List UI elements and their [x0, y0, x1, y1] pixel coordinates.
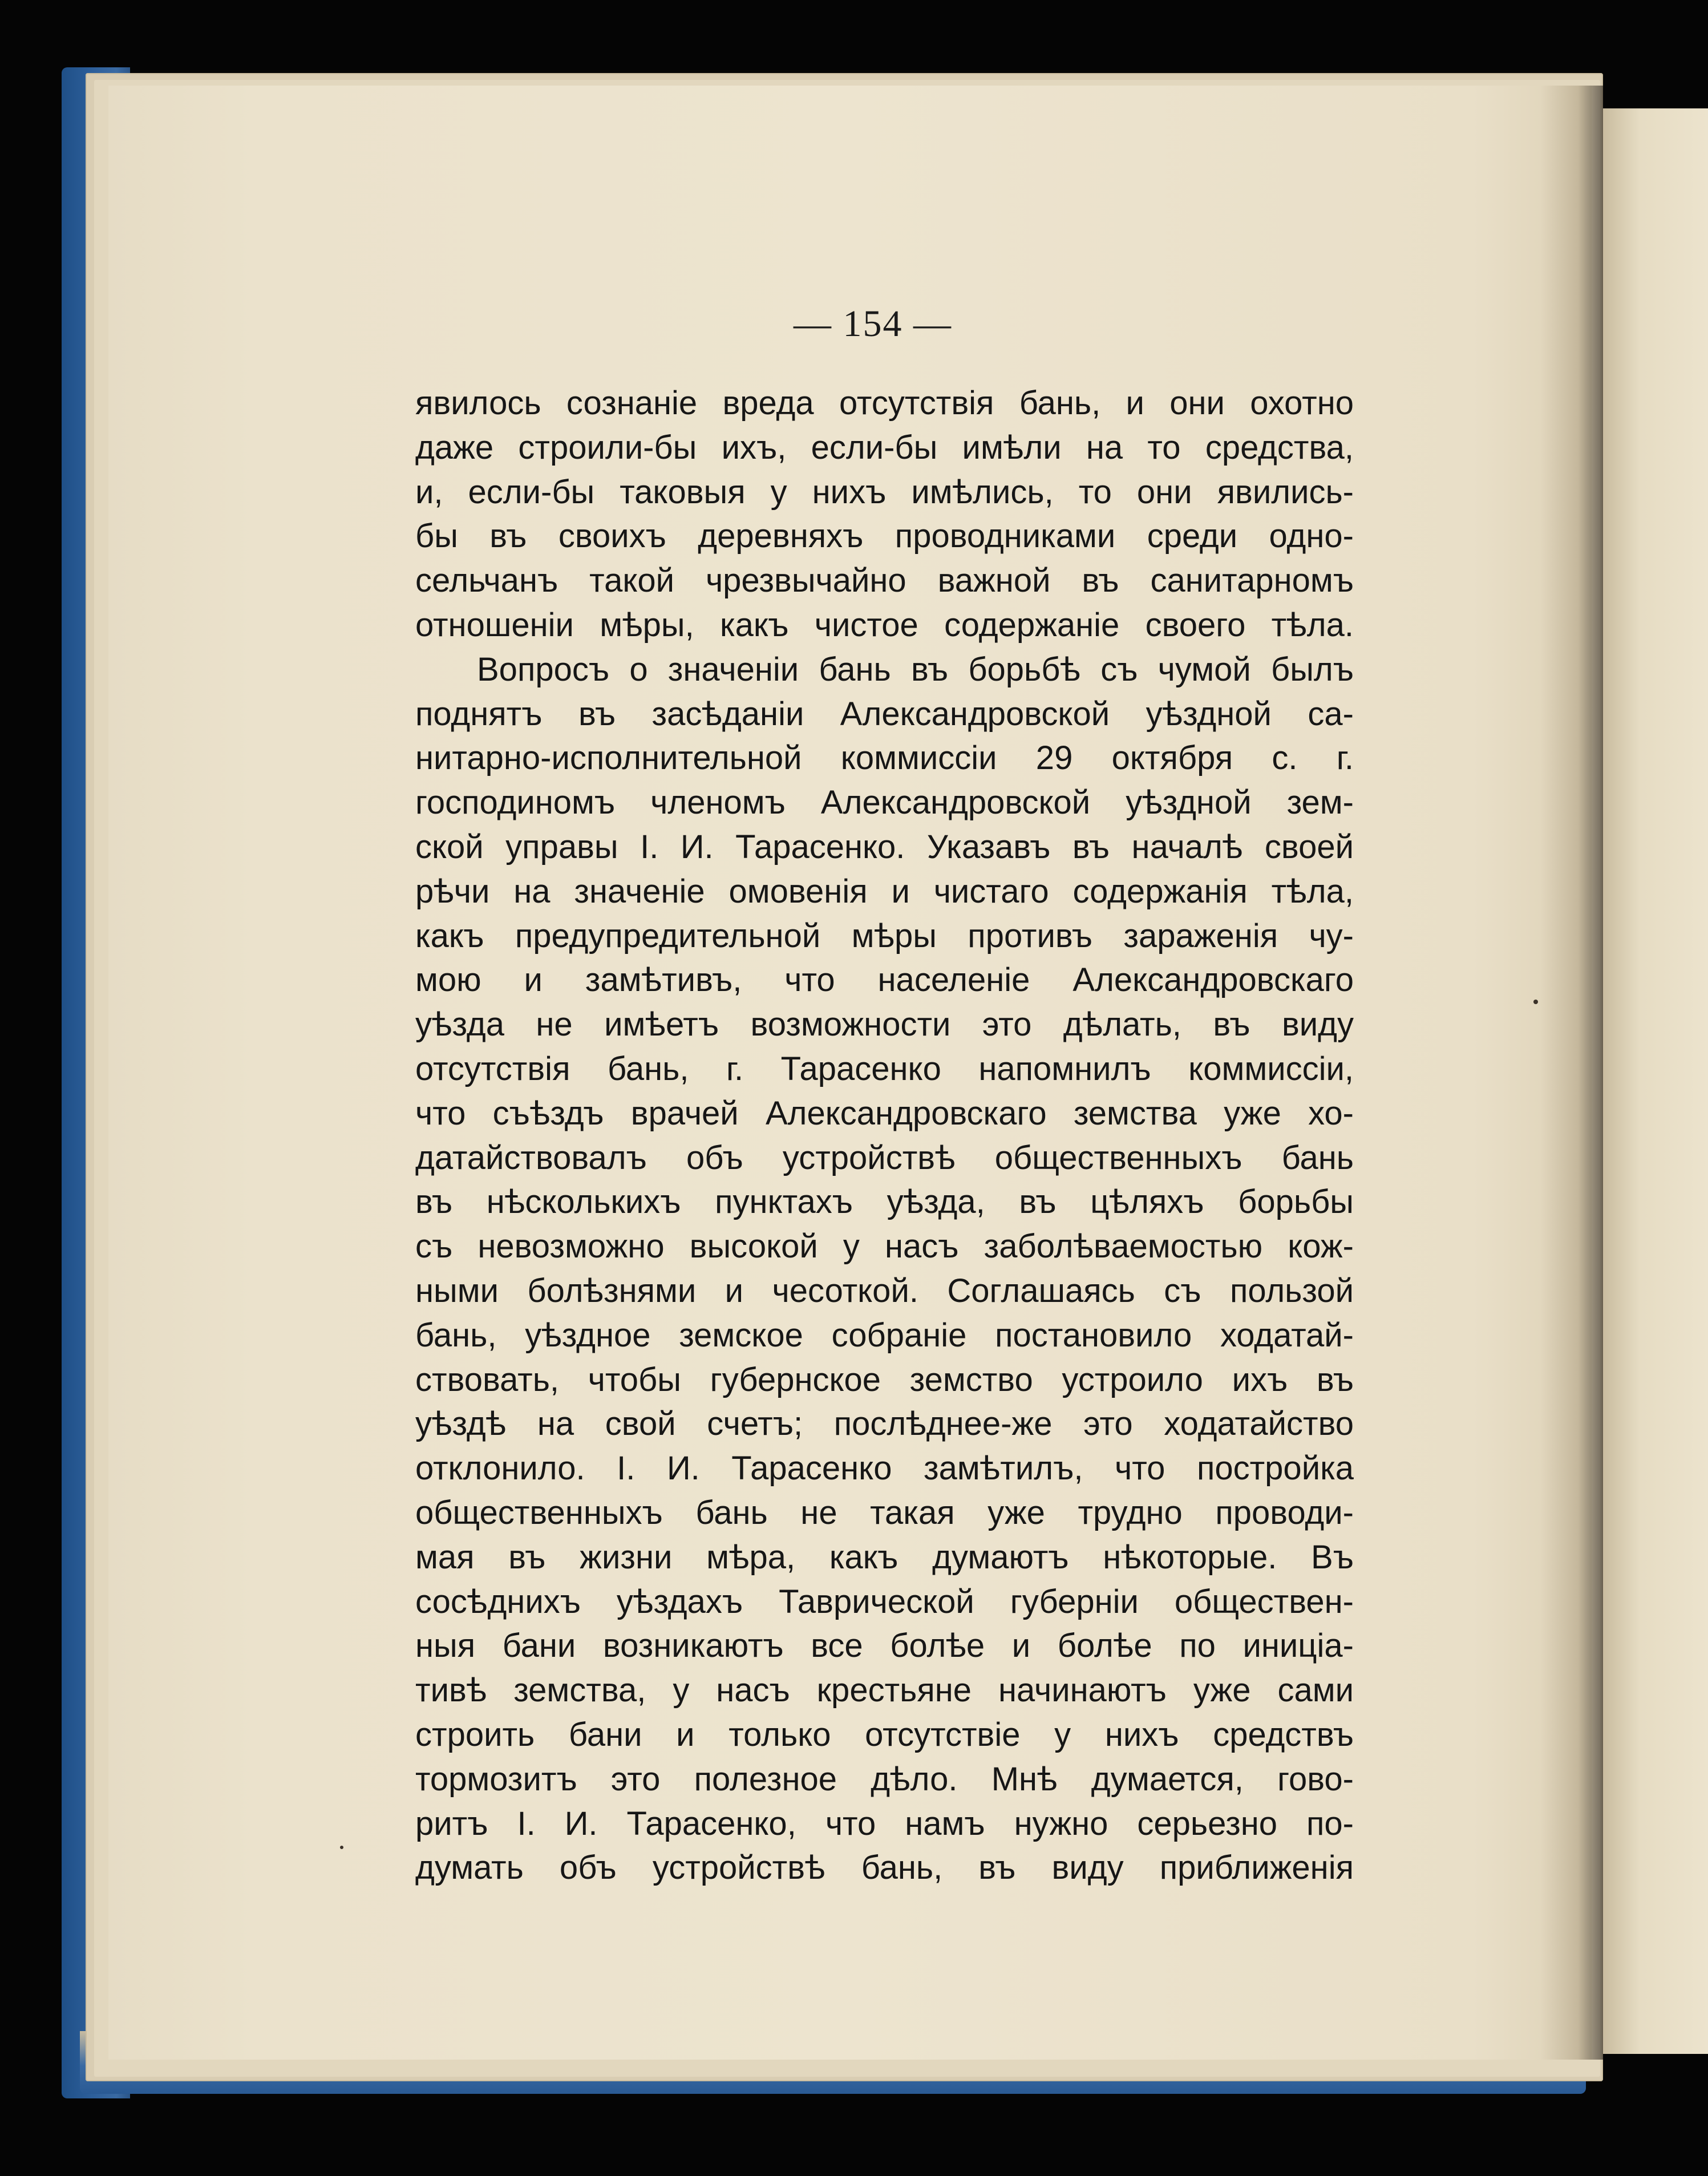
book-page-right [1603, 108, 1708, 2054]
text-line: ритъ І. И. Тарасенко, что намъ нужно серьезно по- [415, 1805, 1354, 1842]
text-line: датайствовалъ объ устройствѣ общественныхъ бань [415, 1139, 1354, 1176]
paper-speck [340, 1846, 343, 1849]
text-line: тормозитъ это полезное дѣло. Мнѣ думается, гово- [415, 1760, 1354, 1798]
text-line: господиномъ членомъ Александровской уѣздной зем- [415, 784, 1354, 822]
text-line: ствовать, чтобы губернское земство устроило ихъ въ [415, 1361, 1354, 1398]
text-line: какъ предупредительной мѣры противъ зараженія чу- [415, 917, 1354, 954]
paper-speck [1533, 1000, 1538, 1004]
text-line: и, если-бы таковыя у нихъ имѣлись, то они явились- [415, 473, 1354, 511]
text-line: Вопросъ о значеніи бань въ борьбѣ съ чумой былъ [477, 650, 1354, 688]
text-line: ныя бани возникаютъ все болѣе и болѣе по иниціа- [415, 1627, 1354, 1665]
text-line: сельчанъ такой чрезвычайно важной въ санитарномъ [415, 562, 1354, 600]
text-line: мая въ жизни мѣра, какъ думаютъ нѣкоторые. Въ [415, 1538, 1354, 1576]
text-line: поднятъ въ засѣданіи Александровской уѣздной са- [415, 695, 1354, 733]
text-line: отклонило. І. И. Тарасенко замѣтилъ, что постройка [415, 1450, 1354, 1487]
text-line: бы въ своихъ деревняхъ проводниками среди одно- [415, 517, 1354, 555]
text-line: уѣздѣ на свой счетъ; послѣднее-же это ходатайство [415, 1405, 1354, 1443]
text-line: мою и замѣтивъ, что населеніе Александровскаго [415, 961, 1354, 999]
text-line: что съѣздъ врачей Александровскаго земства уже хо- [415, 1094, 1354, 1132]
text-line: рѣчи на значеніе омовенія и чистаго содержанія тѣла, [415, 872, 1354, 910]
text-line: въ нѣсколькихъ пунктахъ уѣзда, въ цѣляхъ борьбы [415, 1183, 1354, 1221]
text-line: даже строили-бы ихъ, если-бы имѣли на то средства, [415, 428, 1354, 466]
text-line: отсутствія бань, г. Тарасенко напомнилъ коммиссіи, [415, 1050, 1354, 1087]
text-line: тивѣ земства, у насъ крестьяне начинаютъ уже сами [415, 1672, 1354, 1709]
text-line: ской управы І. И. Тарасенко. Указавъ въ началѣ своей [415, 828, 1354, 865]
text-line: нитарно-исполнительной коммиссіи 29 октября с. г. [415, 739, 1354, 777]
text-line: съ невозможно высокой у насъ заболѣваемостью кож- [415, 1228, 1354, 1265]
text-line: бань, уѣздное земское собраніе постановило ходатай- [415, 1316, 1354, 1354]
text-line: общественныхъ бань не такая уже трудно проводи- [415, 1494, 1354, 1531]
text-line: ными болѣзнями и чесоткой. Соглашаясь съ пользой [415, 1272, 1354, 1309]
page-number: — 154 — [794, 303, 952, 345]
text-line: отношеніи мѣры, какъ чистое содержаніе своего тѣла. [415, 606, 1354, 644]
text-line: уѣзда не имѣетъ возможности это дѣлать, въ виду [415, 1006, 1354, 1043]
text-line: сосѣднихъ уѣздахъ Таврической губерніи обществен- [415, 1583, 1354, 1620]
page-body-text [415, 381, 1354, 1890]
page-gutter-shadow [1540, 86, 1603, 2060]
text-line: явилось сознаніе вреда отсутствія бань, и они охотно [415, 385, 1354, 422]
text-line: думать объ устройствѣ бань, въ виду приближенія [415, 1849, 1354, 1887]
text-line: строить бани и только отсутствіе у нихъ средствъ [415, 1716, 1354, 1753]
